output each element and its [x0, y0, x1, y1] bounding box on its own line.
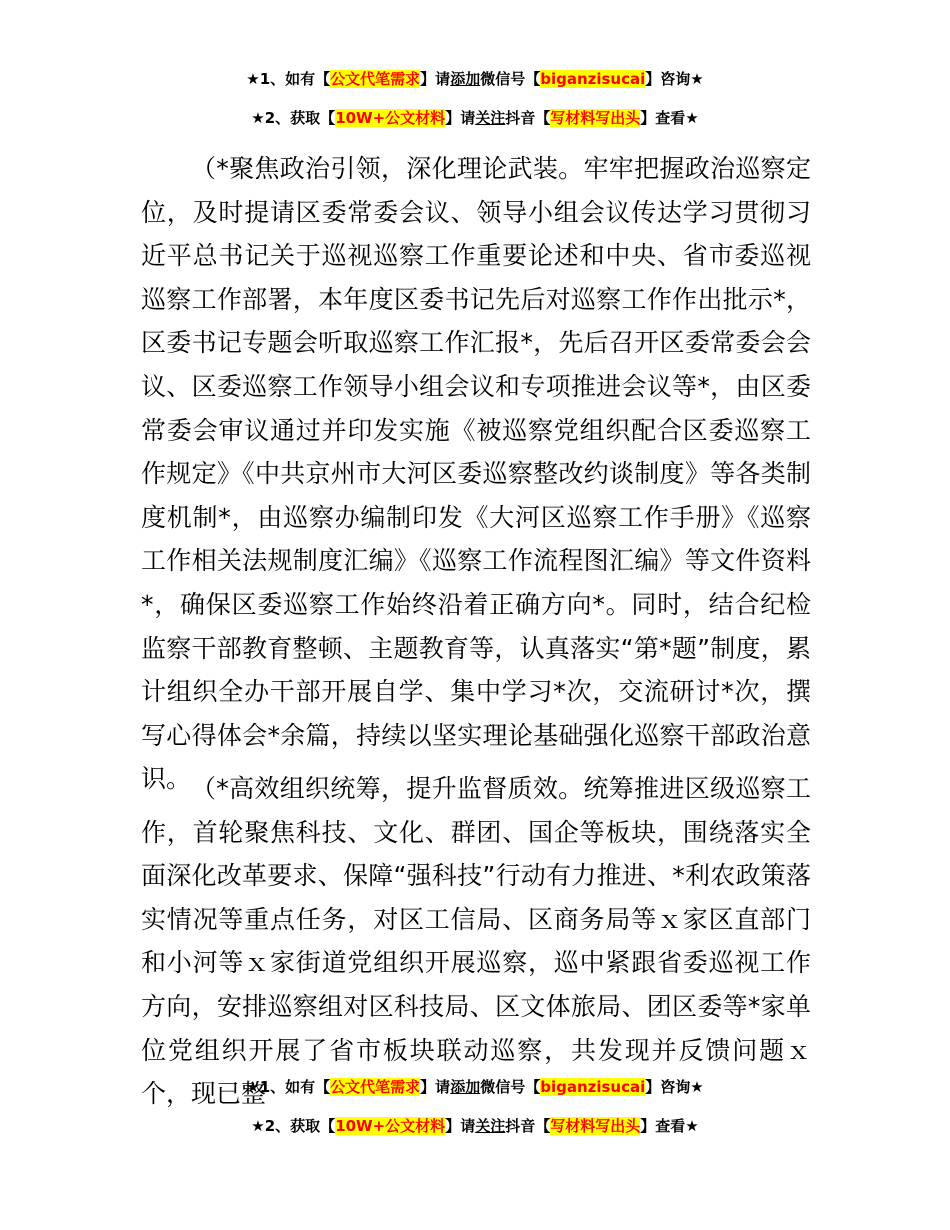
promo-wechat-id: biganzisucai — [540, 1078, 646, 1096]
header-promo-line-2 — [0, 108, 950, 128]
promo-suffix: 】咨询★ — [645, 1078, 704, 1096]
promo-emphasis: 关注 — [475, 109, 506, 127]
footer-promo-line-1 — [0, 1077, 950, 1097]
promo-highlight: 10W+公文材料 — [335, 1117, 446, 1135]
promo-text: 微信号【 — [480, 1078, 541, 1096]
promo-suffix: 】咨询★ — [645, 70, 704, 88]
promo-wechat-id: biganzisucai — [540, 70, 646, 88]
body-paragraph-2: （*高效组织统筹，提升监督质效。统筹推进区级巡察工作，首轮聚焦科技、文化、群团、国企等板块，围绕落实全面深化改革要求、保障“强科技”行动有力推进、*利农政策落实情况等重点任务，对区工信局、区商务局等ｘ家区直部门和小河等ｘ家街道党组织开展巡察，巡中紧跟省委巡视工作方向，安排巡察组对区科技局、区文体旅局、团区委等*家单位党组织开展了省市板块联动巡察，共发现并反馈问题ｘ个，现已整 — [141, 774, 811, 1109]
promo-emphasis: 关注 — [475, 1117, 506, 1135]
promo-suffix: 】查看★ — [640, 1117, 699, 1135]
promo-text: 】请 — [420, 1078, 451, 1096]
promo-douyin-id: 写材料写出头 — [550, 1117, 641, 1135]
promo-prefix: ★2、获取【 — [251, 1117, 336, 1135]
body-paragraph-1: （*聚焦政治引领，深化理论武装。牢牢把握政治巡察定位，及时提请区委常委会议、领导小组会议传达学习贯彻习近平总书记关于巡视巡察工作重要论述和中央、省市委巡视巡察工作部署，本年度区委书记先后对巡察工作作出批示*，区委书记专题会听取巡察工作汇报*，先后召开区委常委会会议、区委巡察工作领导小组会议和专项推进会议等*，由区委常委会审议通过并印发实施《被巡察党组织配合区委巡察工作规定》《中共京州市大河区委巡察整改约谈制度》等各类制度机制*，由巡察办编制印发《大河区巡察工作手册》《巡察工作相关法规制度汇编》《巡察工作流程图汇编》等文件资料*，确保区委巡察工作始终沿着正确方向*。同时，结合纪检监察干部教育整顿、主题教育等，认真落实“第*题”制度，累计组织全办干部开展自学、集中学习*次，交流研讨*次，撰写心得体会*余篇，持续以坚实理论基础强化巡察干部政治意识。 — [141, 154, 811, 794]
promo-text: 】请 — [445, 1117, 476, 1135]
promo-highlight: 公文代笔需求 — [330, 1078, 421, 1096]
header-promo-line-1 — [0, 69, 950, 89]
promo-text: 抖音【 — [505, 109, 551, 127]
promo-douyin-id: 写材料写出头 — [550, 109, 641, 127]
promo-prefix: ★2、获取【 — [251, 109, 336, 127]
promo-text: 】请 — [420, 70, 451, 88]
promo-text: 】请 — [445, 109, 476, 127]
promo-highlight: 10W+公文材料 — [335, 109, 446, 127]
promo-highlight: 公文代笔需求 — [330, 70, 421, 88]
promo-emphasis: 添加 — [450, 1078, 481, 1096]
promo-emphasis: 添加 — [450, 70, 481, 88]
promo-prefix: ★1、如有【 — [246, 70, 331, 88]
promo-suffix: 】查看★ — [640, 109, 699, 127]
promo-text: 抖音【 — [505, 1117, 551, 1135]
footer-promo-line-2 — [0, 1116, 950, 1136]
promo-prefix: ★1、如有【 — [246, 1078, 331, 1096]
promo-text: 微信号【 — [480, 70, 541, 88]
